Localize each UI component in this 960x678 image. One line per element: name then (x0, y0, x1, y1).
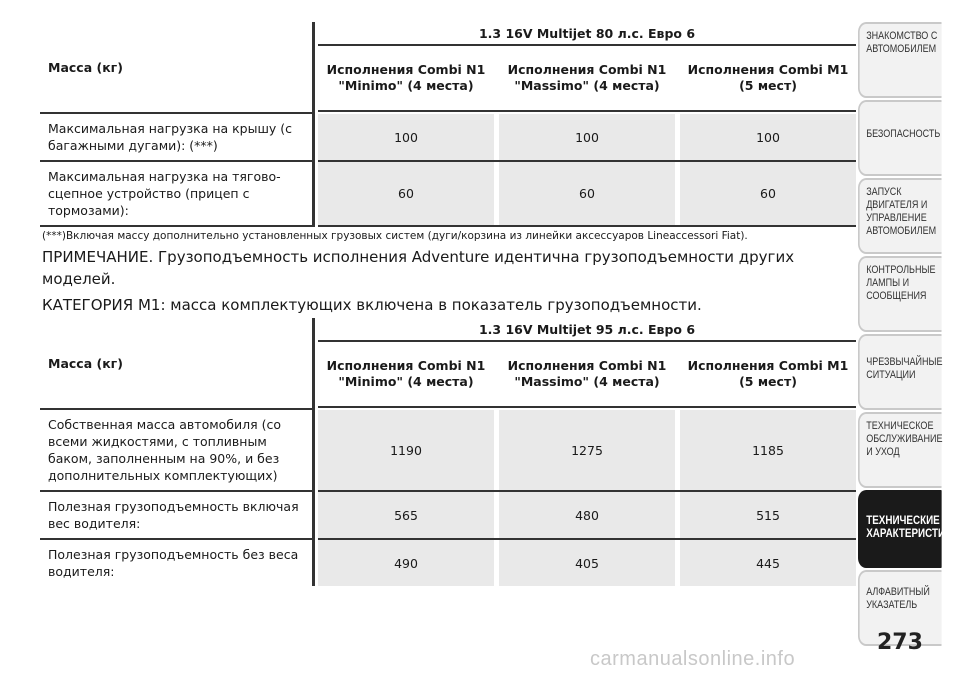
table-cell: 480 (499, 492, 675, 540)
tab-starting-and-driving[interactable]: ЗАПУСК ДВИГАТЕЛЯ И УПРАВЛЕНИЕ АВТОМОБИЛЕМ (858, 178, 942, 254)
tab-technical-specifications[interactable]: ТЕХНИЧЕСКИЕ ХАРАКТЕРИСТИКИ (858, 490, 942, 568)
column-header-minimo: Исполнения Combi N1 "Minimo" (4 места) (318, 342, 494, 408)
mass-header: Масса (кг) (48, 59, 123, 75)
column-header-m1: Исполнения Combi M1 (5 мест) (680, 342, 856, 408)
table-cell: 445 (680, 540, 856, 586)
weights-table-95hp (40, 318, 856, 586)
weights-table-80hp (40, 22, 856, 227)
table-row (40, 114, 856, 162)
column-header-m1: Исполнения Combi M1 (5 мест) (680, 46, 856, 112)
table-cell: 515 (680, 492, 856, 540)
mass-header: Масса (кг) (48, 355, 123, 371)
table-cell: 60 (499, 162, 675, 227)
table-cell: 490 (318, 540, 494, 586)
table-cell: 1185 (680, 410, 856, 492)
row-label: Полезная грузоподъемность включая вес водителя: (40, 492, 312, 540)
table-cell: 1190 (318, 410, 494, 492)
note-adventure: ПРИМЕЧАНИЕ. Грузоподъемность исполнения Adventure идентична грузоподъемности других моделей. (42, 248, 795, 288)
note-category-m1: КАТЕГОРИЯ M1: масса комплектующих включена в показатель грузоподъемности. (42, 296, 702, 314)
tab-safety[interactable]: БЕЗОПАСНОСТЬ (858, 100, 942, 176)
column-header-minimo: Исполнения Combi N1 "Minimo" (4 места) (318, 46, 494, 112)
table-cell: 100 (680, 114, 856, 162)
tab-index[interactable]: АЛФАВИТНЫЙ УКАЗАТЕЛЬ (858, 570, 942, 646)
table-row (40, 162, 856, 227)
column-header-massimo: Исполнения Combi N1 "Massimo" (4 места) (499, 342, 675, 408)
tab-emergencies[interactable]: ЧРЕЗВЫЧАЙНЫЕ СИТУАЦИИ (858, 334, 942, 410)
tab-warning-lights[interactable]: КОНТРОЛЬНЫЕ ЛАМПЫ И СООБЩЕНИЯ (858, 256, 942, 332)
row-label: Максимальная нагрузка на тягово-сцепное устройство (прицеп с тормозами): (40, 162, 312, 227)
table-cell: 60 (318, 162, 494, 227)
row-label: Максимальная нагрузка на крышу (с багажными дугами): (***) (40, 114, 312, 162)
watermark: carmanualsonline.info (590, 648, 796, 670)
engine-header: 1.3 16V Multijet 80 л.с. Евро 6 (318, 22, 856, 46)
table-row (40, 540, 856, 586)
column-header-massimo: Исполнения Combi N1 "Massimo" (4 места) (499, 46, 675, 112)
footnote: (***)Включая массу дополнительно установленных грузовых систем (дуги/корзина из линейки аксессуаров Lineaccessori Fiat). (42, 230, 748, 242)
row-label: Собственная масса автомобиля (со всеми жидкостями, с топливным баком, заполненным на 90%, и без дополнительных комплектующих) (40, 410, 312, 492)
tab-introduction[interactable]: ЗНАКОМСТВО С АВТОМОБИЛЕМ (858, 22, 942, 98)
page-content (40, 22, 849, 586)
table-cell: 405 (499, 540, 675, 586)
page-number: 273 (877, 630, 923, 655)
table-row (40, 410, 856, 492)
table-cell: 100 (318, 114, 494, 162)
table-cell: 1275 (499, 410, 675, 492)
table-cell: 60 (680, 162, 856, 227)
table-row (40, 492, 856, 540)
row-label: Полезная грузоподъемность без веса водителя: (48, 547, 299, 579)
table-cell: 565 (318, 492, 494, 540)
engine-header: 1.3 16V Multijet 95 л.с. Евро 6 (318, 318, 856, 342)
table-cell: 100 (499, 114, 675, 162)
tab-maintenance[interactable]: ТЕХНИЧЕСКОЕ ОБСЛУЖИВАНИЕ И УХОД (858, 412, 942, 488)
